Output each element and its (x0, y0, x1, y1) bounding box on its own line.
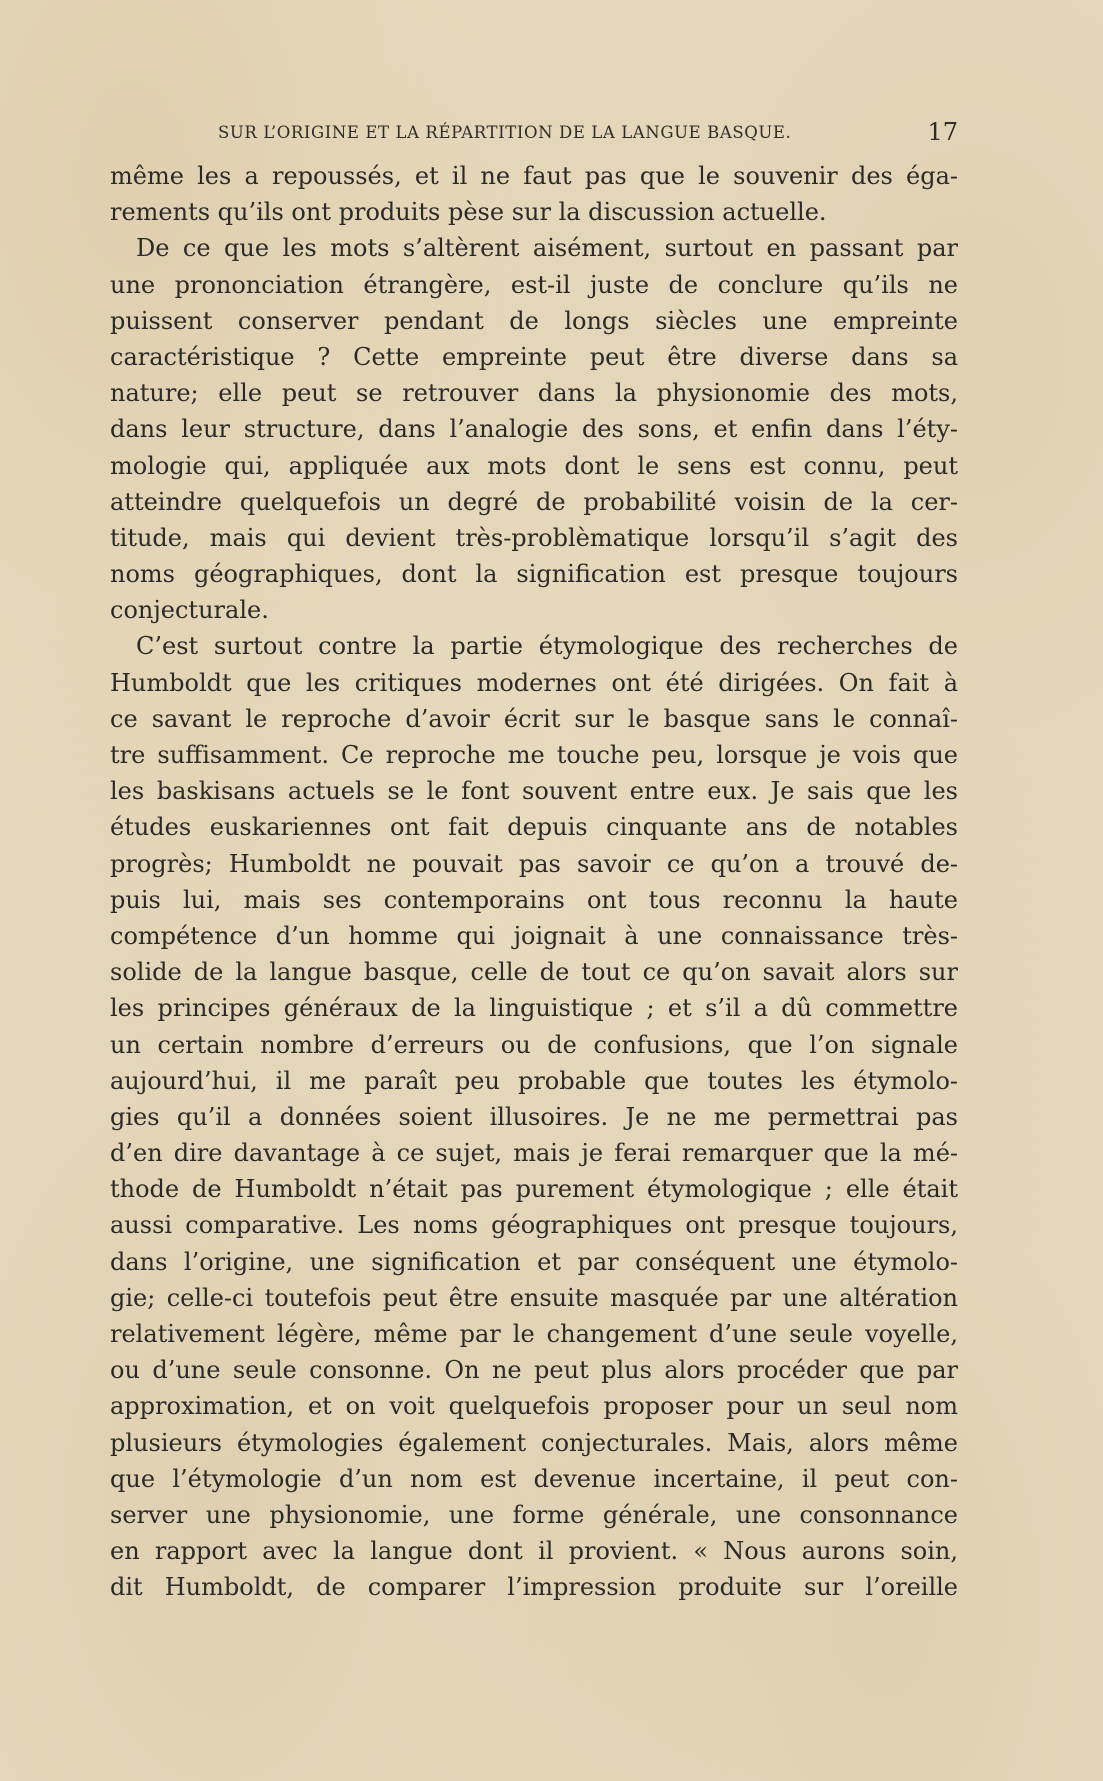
text-line: dans leur structure, dans l’analogie des sons, et enfin dans l’éty- (110, 415, 958, 444)
text-line: d’en dire davantage à ce sujet, mais je ferai remarquer que la mé- (110, 1139, 958, 1168)
text-line: titude, mais qui devient très-problèmatique lorsqu’il s’agit des (110, 523, 958, 552)
text-line: études euskariennes ont fait depuis cinquante ans de notables (110, 813, 958, 842)
text-line: caractéristique ? Cette empreinte peut être diverse dans sa (110, 342, 958, 371)
text-line: gie; celle-ci toutefois peut être ensuite masquée par une altération (110, 1283, 958, 1312)
text-line: ou d’une seule consonne. On ne peut plus alors procéder que par (110, 1356, 958, 1385)
text-line: plusieurs étymologies également conjecturales. Mais, alors même (110, 1428, 958, 1457)
text-line: puissent conserver pendant de longs siècles une empreinte (110, 306, 958, 335)
text-line: aussi comparative. Les noms géographiques ont presque toujours, (110, 1211, 958, 1240)
text-line: une prononciation étrangère, est-il juste de conclure qu’ils ne (110, 270, 958, 299)
running-title: SUR L’ORIGINE ET LA RÉPARTITION DE LA LANGUE BASQUE. (218, 123, 792, 142)
text-line: thode de Humboldt n’était pas purement étymologique ; elle était (110, 1175, 958, 1204)
text-line: dit Humboldt, de comparer l’impression produite sur l’oreille (110, 1573, 958, 1602)
page-number: 17 (927, 118, 958, 146)
text-line: gies qu’il a données soient illusoires. Je ne me permettrai pas (110, 1102, 958, 1131)
text-line: compétence d’un homme qui joignait à une connaissance très- (110, 921, 958, 950)
text-line: mologie qui, appliquée aux mots dont le sens est connu, peut (110, 451, 958, 480)
text-line: un certain nombre d’erreurs ou de confusions, que l’on signale (110, 1030, 958, 1059)
text-line: progrès; Humboldt ne pouvait pas savoir ce qu’on a trouvé de- (110, 849, 958, 878)
text-line: server une physionomie, une forme générale, une consonnance (110, 1500, 958, 1529)
text-line: les baskisans actuels se le font souvent entre eux. Je sais que les (110, 777, 958, 806)
text-line: conjecturale. (110, 596, 269, 625)
text-line: en rapport avec la langue dont il provient. « Nous aurons soin, (110, 1537, 958, 1566)
text-line: ce savant le reproche d’avoir écrit sur le basque sans le connaî- (110, 704, 958, 733)
text-line: relativement légère, même par le changement d’une seule voyelle, (110, 1320, 958, 1348)
text-line: C’est surtout contre la partie étymologique des recherches de (136, 632, 958, 661)
text-line: même les a repoussés, et il ne faut pas que le souvenir des éga- (110, 162, 958, 190)
running-header (110, 118, 960, 148)
body-text (110, 158, 958, 1606)
text-line: tre suffisamment. Ce reproche me touche peu, lorsque je vois que (110, 741, 958, 769)
text-line: Humboldt que les critiques modernes ont été dirigées. On fait à (110, 668, 958, 697)
text-line: rements qu’ils ont produits pèse sur la discussion actuelle. (110, 198, 827, 227)
text-line: atteindre quelquefois un degré de probabilité voisin de la cer- (110, 487, 958, 516)
text-line: aujourd’hui, il me paraît peu probable que toutes les étymolo- (110, 1066, 958, 1095)
text-line: nature; elle peut se retrouver dans la physionomie des mots, (110, 379, 958, 408)
text-line: les principes généraux de la linguistique ; et s’il a dû commettre (110, 994, 958, 1023)
text-line: noms géographiques, dont la signification est presque toujours (110, 560, 958, 589)
text-line: solide de la langue basque, celle de tout ce qu’on savait alors sur (110, 958, 958, 987)
text-line: De ce que les mots s’altèrent aisément, surtout en passant par (136, 234, 958, 263)
text-line: dans l’origine, une signification et par conséquent une étymolo- (110, 1247, 958, 1276)
text-line: approximation, et on voit quelquefois proposer pour un seul nom (110, 1392, 958, 1421)
text-line: que l’étymologie d’un nom est devenue incertaine, il peut con- (110, 1464, 958, 1493)
text-line: puis lui, mais ses contemporains ont tous reconnu la haute (110, 885, 958, 914)
